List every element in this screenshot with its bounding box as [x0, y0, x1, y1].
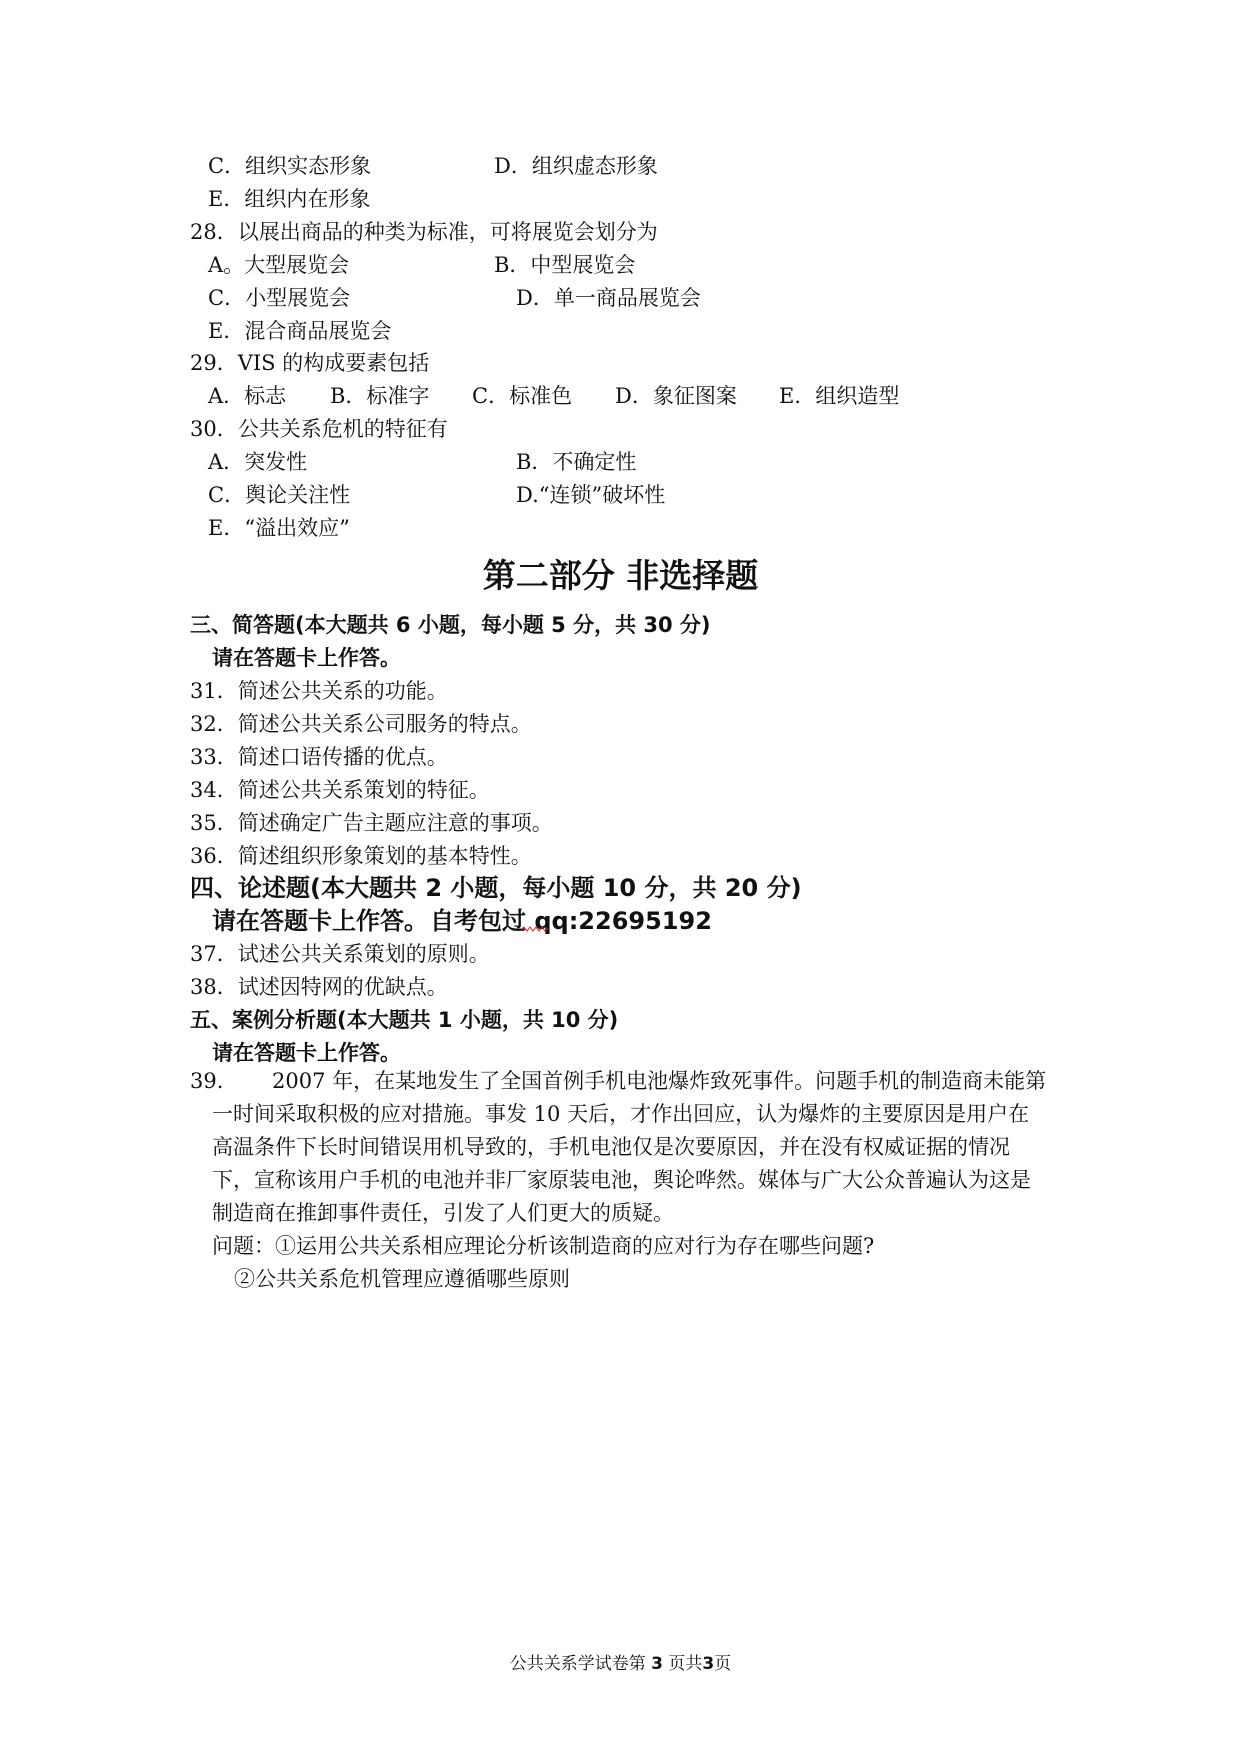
section5-note: 请在答题卡上作答。 [212, 1041, 401, 1065]
case-number: 39. [190, 1069, 224, 1093]
section3-question: 34．简述公共关系策划的特征。 [190, 778, 490, 802]
footer-page-number: 3 [651, 1654, 663, 1674]
part2-title: 第二部分 非选择题 [482, 556, 759, 595]
section5-heading: 五、案例分析题(本大题共 1 小题，共 10 分) [190, 1008, 619, 1032]
q30-option-e: E．“溢出效应” [208, 516, 350, 540]
case-question-1: 问题：①运用公共关系相应理论分析该制造商的应对行为存在哪些问题? [212, 1234, 875, 1258]
section3-heading: 三、简答题(本大题共 6 小题，每小题 5 分，共 30 分) [190, 613, 711, 637]
q30-option-d: D.“连锁”破坏性 [516, 483, 666, 507]
q29-option-d: D．象征图案 [615, 384, 737, 408]
case-study [190, 1065, 1050, 1296]
section3-question: 36．简述组织形象策划的基本特性。 [190, 844, 532, 868]
q27-option-c: C．组织实态形象 [208, 154, 372, 178]
q30-option-a: A．突发性 [208, 450, 308, 474]
q28-option-b: B．中型展览会 [494, 253, 636, 277]
section4-ad: 自考包过 qq:22695192 [430, 907, 712, 935]
q27-option-e: E．组织内在形象 [208, 187, 371, 211]
q27-option-d: D．组织虚态形象 [494, 154, 658, 178]
q29-option-b: B．标准字 [330, 384, 430, 408]
q30-stem: 30．公共关系危机的特征有 [190, 417, 448, 441]
squiggle-underline [520, 925, 550, 933]
section3-question: 31．简述公共关系的功能。 [190, 679, 448, 703]
q28-stem: 28．以展出商品的种类为标准，可将展览会划分为 [190, 220, 658, 244]
q30-option-c: C．舆论关注性 [208, 483, 351, 507]
q29-stem: 29．VIS 的构成要素包括 [190, 351, 430, 375]
footer-middle: 页共 [668, 1654, 703, 1674]
q28-option-e: E．混合商品展览会 [208, 319, 392, 343]
page-footer [0, 1653, 1241, 1675]
case-question-2: ②公共关系危机管理应遵循哪些原则 [234, 1267, 570, 1291]
case-text: 2007 年，在某地发生了全国首例手机电池爆炸致死事件。问题手机的制造商未能第一时间采取积极的应对措施。事发 10 天后，才作出回应，认为爆炸的主要原因是用户在高温条件下长时间错误用机导致的，手机电池仅是次要原因，并在没有权威证据的情况下，宣称该用户手机的电池并非厂家原装电池，舆论哗然。媒体与广大公众普遍认为这是制造商在推卸事件责任，引发了人们更大的质疑。 [212, 1069, 1047, 1225]
footer-prefix: 公共关系学试卷第 [509, 1654, 646, 1674]
q29-option-e: E．组织造型 [779, 384, 900, 408]
q28-option-c: C．小型展览会 [208, 286, 351, 310]
section3-question: 32．简述公共关系公司服务的特点。 [190, 712, 532, 736]
section4-note: 请在答题卡上作答。 [212, 907, 428, 935]
section4-heading: 四、论述题(本大题共 2 小题，每小题 10 分，共 20 分) [190, 874, 802, 902]
section3-question: 35．简述确定广告主题应注意的事项。 [190, 811, 553, 835]
q30-option-b: B．不确定性 [516, 450, 637, 474]
section3-question: 33．简述口语传播的优点。 [190, 745, 448, 769]
q29-option-a: A．标志 [208, 384, 287, 408]
q29-option-c: C．标准色 [472, 384, 573, 408]
q28-option-a: A。大型展览会 [208, 253, 350, 277]
section3-note: 请在答题卡上作答。 [212, 646, 401, 670]
q28-option-d: D．单一商品展览会 [516, 286, 701, 310]
footer-total-pages: 3 [702, 1654, 715, 1674]
footer-suffix: 页 [714, 1654, 732, 1674]
section4-question: 38．试述因特网的优缺点。 [190, 975, 448, 999]
section4-question: 37．试述公共关系策划的原则。 [190, 942, 490, 966]
